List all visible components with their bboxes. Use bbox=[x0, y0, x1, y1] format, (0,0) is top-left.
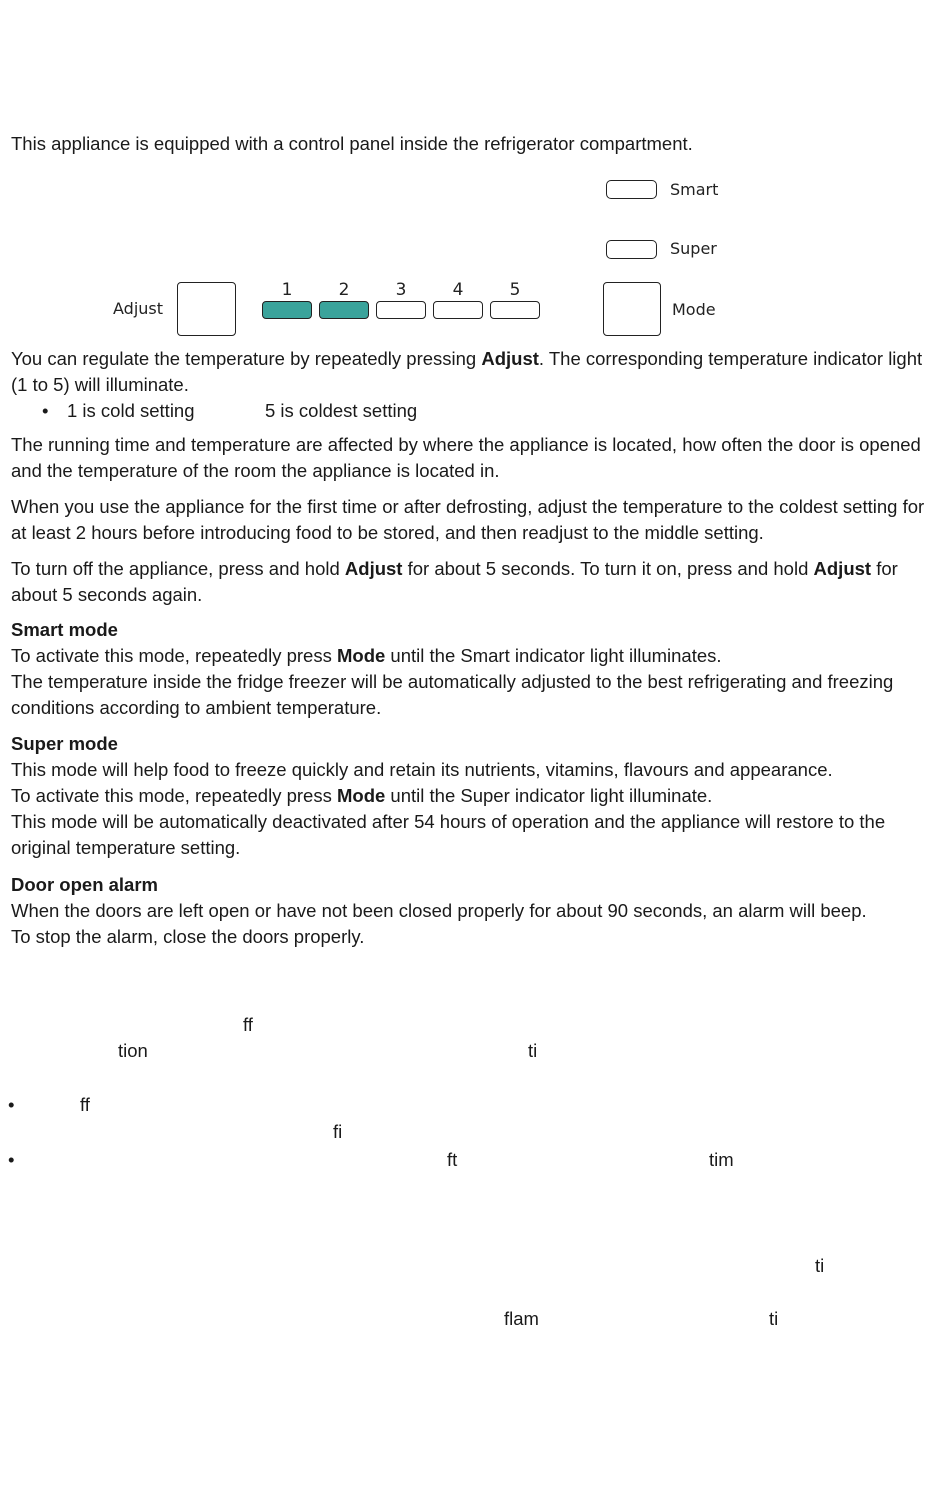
indicator-number: 5 bbox=[509, 280, 521, 300]
regulate-paragraph bbox=[11, 346, 936, 398]
first-use-paragraph: When you use the appliance for the first time or after defrosting, adjust the temperature to the coldest setting for at least 2 hours before introducing food to be stored, and then readjust to the middle setting. bbox=[11, 496, 925, 543]
smart-mode-line-2: The temperature inside the fridge freezer will be automatically adjusted to the best refrigerating and freezing conditions according to ambient temperature. bbox=[11, 671, 894, 718]
super-mode-section bbox=[11, 731, 936, 861]
super-mode-line-3: This mode will be automatically deactivated after 54 hours of operation and the appliance will restore to the original temperature setting. bbox=[11, 811, 886, 858]
text-fragment: ft bbox=[447, 1149, 458, 1170]
cold-setting-text: 1 is cold setting bbox=[67, 400, 195, 421]
adjust-keyword: Adjust bbox=[813, 558, 872, 579]
text-fragment: ti bbox=[528, 1040, 538, 1061]
adjust-keyword: Adjust bbox=[481, 348, 539, 369]
smart-mode-section bbox=[11, 617, 936, 721]
regulate-text-1: You can regulate the temperature by repeatedly pressing bbox=[11, 348, 482, 369]
turn-off-text-2: for about 5 seconds. To turn it on, press and hold bbox=[402, 558, 814, 579]
smart-label: Smart bbox=[670, 180, 719, 199]
indicator-number: 4 bbox=[452, 280, 464, 300]
coldest-setting-text: 5 is coldest setting bbox=[265, 400, 418, 421]
turn-off-paragraph bbox=[11, 556, 936, 608]
temperature-indicator-2 bbox=[319, 301, 369, 319]
temperature-indicator-4 bbox=[433, 301, 483, 319]
super-label: Super bbox=[670, 239, 717, 258]
super-mode-heading: Super mode bbox=[11, 733, 118, 754]
mode-keyword: Mode bbox=[336, 785, 386, 806]
smart-mode-heading: Smart mode bbox=[11, 619, 118, 640]
text-fragment: tim bbox=[709, 1149, 734, 1170]
bullet-icon: • bbox=[8, 1094, 15, 1115]
super-mode-line-1: This mode will help food to freeze quickly and retain its nutrients, vitamins, flavours and appearance. bbox=[11, 759, 833, 780]
adjust-label: Adjust bbox=[113, 299, 164, 318]
text-fragment: fi bbox=[333, 1121, 343, 1142]
smart-indicator bbox=[606, 180, 657, 199]
control-panel-diagram bbox=[0, 170, 950, 350]
turn-off-text-1: To turn off the appliance, press and hold bbox=[11, 558, 345, 579]
indicator-number: 3 bbox=[395, 280, 407, 300]
adjust-keyword: Adjust bbox=[344, 558, 403, 579]
text-fragment: flam bbox=[504, 1308, 539, 1329]
text-fragment: ff bbox=[243, 1014, 253, 1035]
turn-off-text-3: for about 5 seconds again. bbox=[11, 558, 898, 605]
bullet-icon: • bbox=[42, 400, 49, 421]
text-fragment: ti bbox=[815, 1255, 825, 1276]
mode-keyword: Mode bbox=[336, 645, 386, 666]
regulate-text-2: . The corresponding temperature indicator light (1 to 5) will illuminate. bbox=[11, 348, 923, 395]
text-fragment: ff bbox=[80, 1094, 90, 1115]
text-fragment: tion bbox=[118, 1040, 148, 1061]
door-alarm-line-1: When the doors are left open or have not been closed properly for about 90 seconds, an alarm will beep. bbox=[11, 900, 867, 921]
door-alarm-section bbox=[11, 872, 936, 950]
door-alarm-heading: Door open alarm bbox=[11, 874, 158, 895]
bullet-icon: • bbox=[8, 1149, 15, 1170]
temperature-indicator-1 bbox=[262, 301, 312, 319]
mode-label: Mode bbox=[672, 300, 716, 319]
indicator-number: 2 bbox=[338, 280, 350, 300]
door-alarm-line-2: To stop the alarm, close the doors properly. bbox=[11, 926, 365, 947]
text-fragment: ti bbox=[769, 1308, 779, 1329]
super-indicator bbox=[606, 240, 657, 259]
temperature-indicator-3 bbox=[376, 301, 426, 319]
temperature-indicator-5 bbox=[490, 301, 540, 319]
intro-text: This appliance is equipped with a control panel inside the refrigerator compartment. bbox=[11, 133, 693, 154]
smart-mode-line-1: To activate this mode, repeatedly press Mode until the Smart indicator light illuminates. bbox=[11, 645, 722, 666]
super-mode-line-2: To activate this mode, repeatedly press Mode until the Super indicator light illuminate. bbox=[11, 785, 713, 806]
indicator-number: 1 bbox=[281, 280, 293, 300]
mode-button[interactable] bbox=[603, 282, 661, 336]
adjust-button[interactable] bbox=[177, 282, 236, 336]
running-paragraph: The running time and temperature are affected by where the appliance is located, how often the door is opened and the temperature of the room the appliance is located in. bbox=[11, 434, 921, 481]
